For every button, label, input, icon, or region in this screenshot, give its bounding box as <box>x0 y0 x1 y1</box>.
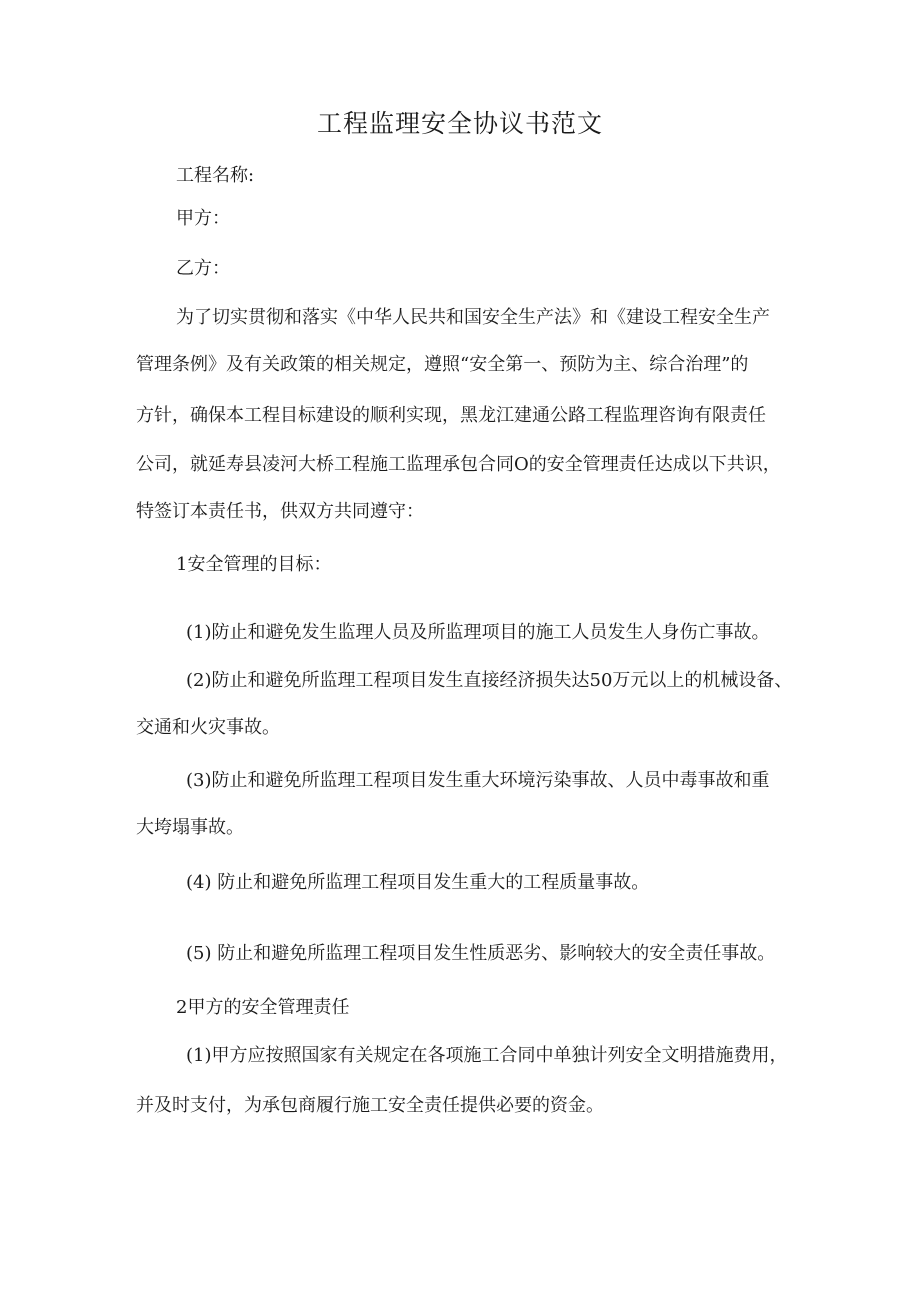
section-1-item-4: (4) 防止和避免所监理工程项目发生重大的工程质量事故。 <box>186 872 650 893</box>
section-1-item-5: (5) 防止和避免所监理工程项目发生性质恶劣、影响较大的安全责任事故。 <box>186 943 776 964</box>
field-project-name: 工程名称: <box>176 165 255 186</box>
section-2-heading: 2甲方的安全管理责任 <box>176 997 350 1018</box>
section-1-item-2-line-1: (2)防止和避免所监理工程项目发生直接经济损失达50万元以上的机械设备、 <box>186 670 793 691</box>
intro-line-1: 为了切实贯彻和落实《中华人民共和国安全生产法》和《建设工程安全生产 <box>176 307 770 328</box>
section-2-item-1-line-1: (1)甲方应按照国家有关规定在各项施工合同中单独计列安全文明措施费用， <box>186 1045 788 1066</box>
section-1-item-2-line-2: 交通和火灾事故。 <box>136 717 280 738</box>
section-1-item-3-line-2: 大垮塌事故。 <box>136 817 244 838</box>
intro-line-2: 管理条例》及有关政策的相关规定，遵照“安全第一、预防为主、综合治理”的 <box>136 354 749 375</box>
field-party-b: 乙方： <box>176 258 230 279</box>
field-party-a: 甲方： <box>176 208 230 229</box>
intro-line-5: 特签订本责任书，供双方共同遵守： <box>136 501 424 522</box>
section-1-item-1: (1)防止和避免发生监理人员及所监理项目的施工人员发生人身伤亡事故。 <box>186 622 770 643</box>
document-title: 工程监理安全协议书范文 <box>316 109 603 138</box>
section-2-item-1-line-2: 并及时支付，为承包商履行施工安全责任提供必要的资金。 <box>136 1095 604 1116</box>
intro-line-4: 公司，就延寿县凌河大桥工程施工监理承包合同O的安全管理责任达成以下共识， <box>136 454 781 475</box>
intro-line-3: 方针，确保本工程目标建设的顺利实现，黑龙江建通公路工程监理咨询有限责任 <box>136 405 766 426</box>
section-1-heading: 1安全管理的目标： <box>176 554 332 575</box>
section-1-item-3-line-1: (3)防止和避免所监理工程项目发生重大环境污染事故、人员中毒事故和重 <box>186 770 770 791</box>
